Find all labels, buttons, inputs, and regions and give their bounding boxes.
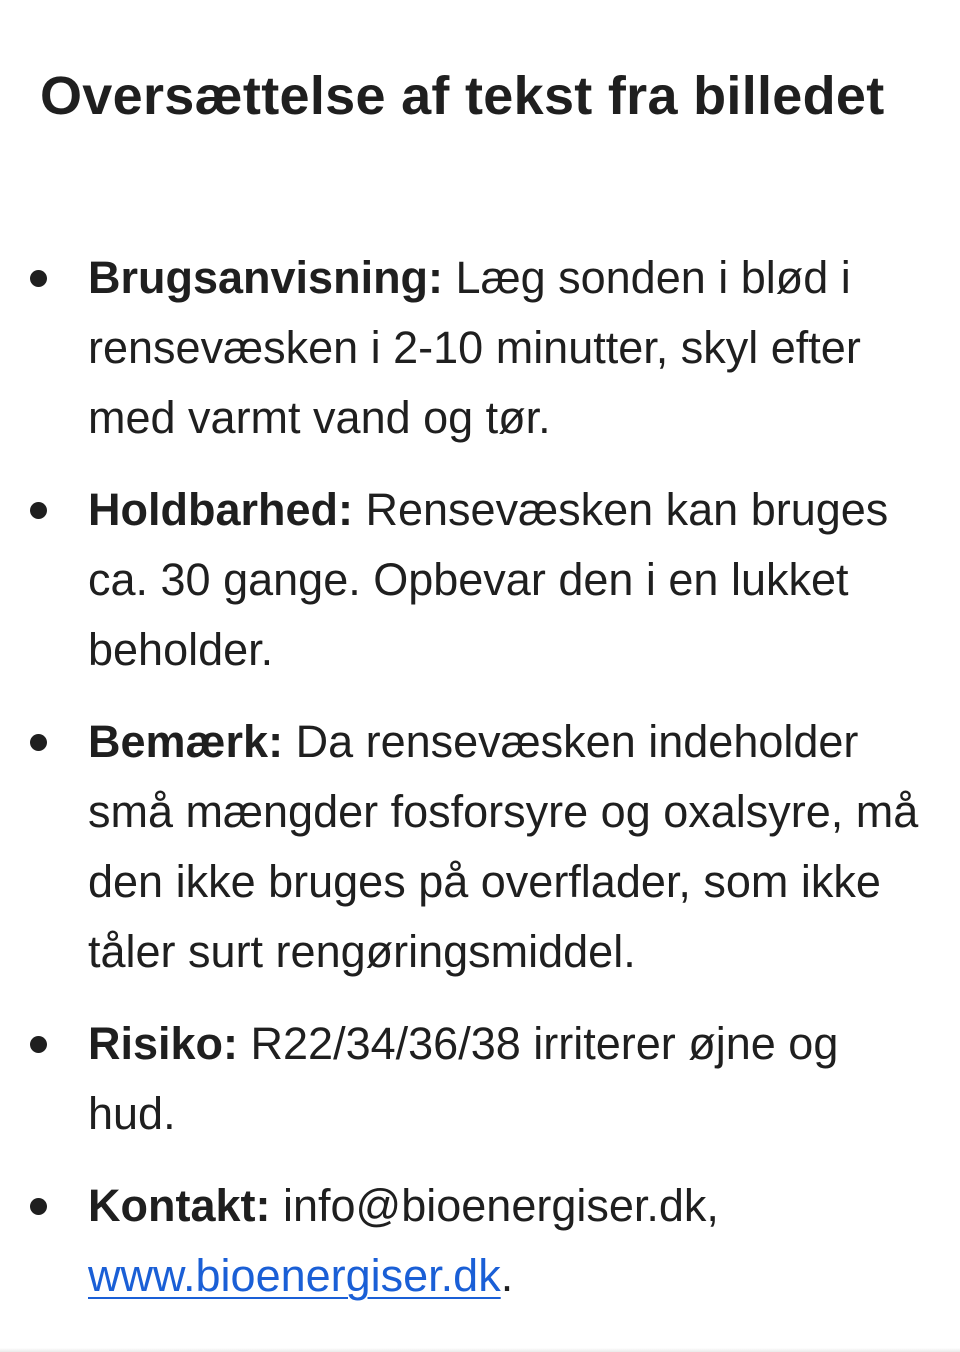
- item-label: Risiko:: [88, 1018, 239, 1069]
- item-label: Kontakt:: [88, 1180, 271, 1231]
- list-item-contact: [0, 1171, 960, 1311]
- item-label: Holdbarhed:: [88, 484, 353, 535]
- list-item-usage: [0, 243, 960, 453]
- item-text: info@bioenergiser.dk,: [270, 1180, 719, 1231]
- bottom-divider: [0, 1348, 960, 1352]
- item-text: R22/34/36/38 irriterer øjne og hud.: [88, 1018, 839, 1139]
- bullet-icon: [30, 1036, 47, 1053]
- item-label: Brugsanvisning:: [88, 252, 444, 303]
- list-item-note: [0, 707, 960, 987]
- bullet-icon: [30, 734, 47, 751]
- page-title: Oversættelse af tekst fra billedet: [40, 66, 885, 126]
- item-label: Bemærk:: [88, 716, 284, 767]
- item-text: Rensevæsken kan bruges ca. 30 gange. Opbevar den i en lukket beholder.: [88, 484, 889, 675]
- bullet-icon: [30, 270, 47, 287]
- item-text-end: .: [500, 1250, 514, 1301]
- bullet-icon: [30, 502, 47, 519]
- website-link[interactable]: www.bioenergiser.dk: [88, 1250, 501, 1301]
- item-text: Da rensevæsken indeholder små mængder fosforsyre og oxalsyre, må den ikke bruges på overflader, som ikke tåler surt rengøringsmiddel.: [88, 716, 919, 977]
- list-item-shelf-life: [0, 475, 960, 685]
- bullet-list: [0, 243, 960, 1333]
- list-item-risk: [0, 1009, 960, 1149]
- bullet-icon: [30, 1198, 47, 1215]
- item-text: Læg sonden i blød i rensevæsken i 2-10 minutter, skyl efter med varmt vand og tør.: [88, 252, 861, 443]
